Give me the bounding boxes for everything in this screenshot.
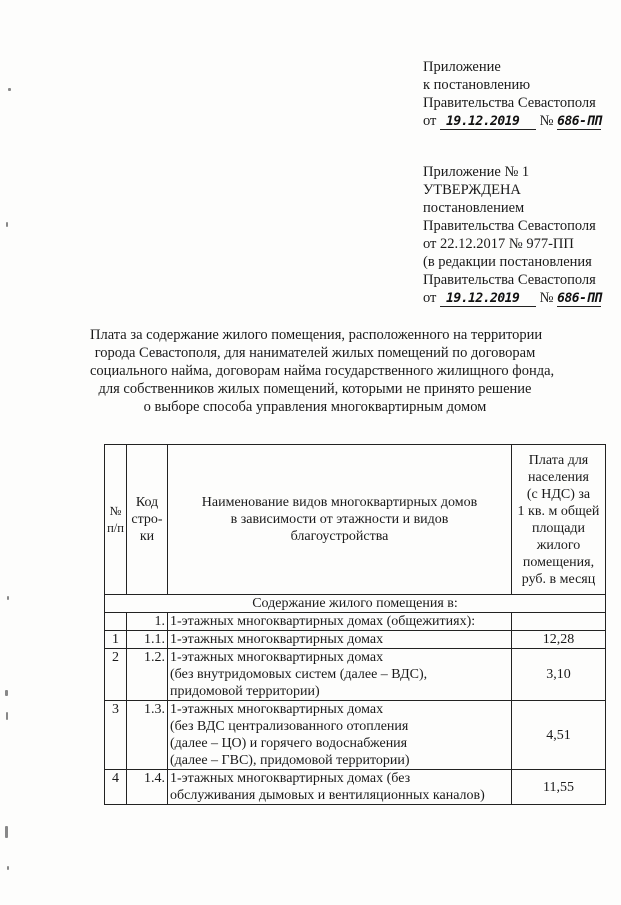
cell-price: 11,55 — [512, 770, 606, 805]
cell-name: 1-этажных многоквартирных домах — [168, 631, 512, 649]
handwritten-date: 19.12.2019 — [440, 115, 536, 130]
table-row — [105, 701, 606, 770]
document-title — [90, 326, 555, 416]
scan-speck — [8, 88, 11, 91]
handwritten-number: 686-ПП — [557, 291, 602, 306]
approval-line: Правительства Севастополя — [423, 95, 596, 111]
title-line: города Севастополя, для нанимателей жилых помещений по договорам — [94, 345, 536, 361]
date-prefix: от — [423, 113, 437, 129]
group-row — [105, 613, 606, 631]
cell-num: 3 — [105, 701, 127, 770]
cell-code: 1.1. — [127, 631, 168, 649]
annex-block — [423, 163, 601, 307]
number-prefix: № — [539, 113, 554, 129]
annex-line: УТВЕРЖДЕНА — [423, 182, 521, 198]
header-num: № п/п — [105, 445, 127, 595]
header-code: Код стро- ки — [127, 445, 168, 595]
approval-line: Приложение — [423, 59, 501, 75]
annex-line: постановлением — [423, 200, 525, 216]
annex-date-line — [423, 289, 601, 307]
cell-code: 1. — [127, 613, 168, 631]
title-line: для собственников жилых помещений, которыми не принято решение — [98, 381, 532, 397]
scan-speck — [5, 826, 8, 838]
number-prefix: № — [539, 290, 554, 306]
handwritten-number: 686-ПП — [557, 114, 602, 129]
cell-num: 2 — [105, 649, 127, 701]
annex-line: Приложение № 1 — [423, 164, 530, 180]
cell-name: 1-этажных многоквартирных домах (без ВДС централизованного отопления (далее – ЦО) и горячего водоснабжения (далее – ГВС), придомовой территории) — [168, 701, 512, 770]
scan-speck — [7, 866, 9, 870]
scan-speck — [6, 222, 8, 227]
fee-table — [104, 444, 606, 805]
header-name: Наименование видов многоквартирных домов в зависимости от этажности и видов благоустройства — [168, 445, 512, 595]
approval-date-line — [423, 112, 601, 130]
cell-num: 4 — [105, 770, 127, 805]
title-line: социального найма, договорам найма государственного жилищного фонда, — [90, 363, 555, 379]
scan-speck — [7, 596, 9, 600]
scan-speck — [6, 712, 8, 720]
header-price: Плата для населения (с НДС) за 1 кв. м общей площади жилого помещения, руб. в месяц — [512, 445, 606, 595]
cell-num — [105, 613, 127, 631]
section-title: Содержание жилого помещения в: — [105, 595, 606, 613]
cell-name: 1-этажных многоквартирных домах (без внутридомовых систем (далее – ВДС), придомовой территории) — [168, 649, 512, 701]
cell-code: 1.4. — [127, 770, 168, 805]
table-header-row — [105, 445, 606, 595]
cell-name: 1-этажных многоквартирных домах (без обслуживания дымовых и вентиляционных каналов) — [168, 770, 512, 805]
cell-price: 4,51 — [512, 701, 606, 770]
handwritten-date: 19.12.2019 — [440, 292, 536, 307]
annex-line: (в редакции постановления — [423, 254, 592, 270]
cell-code: 1.2. — [127, 649, 168, 701]
table-row — [105, 649, 606, 701]
approval-line: к постановлению — [423, 77, 531, 93]
cell-name: 1-этажных многоквартирных домах (общежитиях): — [168, 613, 512, 631]
scan-speck — [5, 690, 8, 696]
date-prefix: от — [423, 290, 437, 306]
cell-price: 3,10 — [512, 649, 606, 701]
cell-price — [512, 613, 606, 631]
table-row — [105, 631, 606, 649]
title-line: о выборе способа управления многоквартирным домом — [143, 399, 487, 415]
approval-block — [423, 58, 601, 130]
table-row — [105, 770, 606, 805]
title-line: Плата за содержание жилого помещения, расположенного на территории — [90, 327, 543, 343]
cell-code: 1.3. — [127, 701, 168, 770]
cell-num: 1 — [105, 631, 127, 649]
section-row — [105, 595, 606, 613]
annex-line: от 22.12.2017 № 977-ПП — [423, 236, 574, 252]
annex-line: Правительства Севастополя — [423, 218, 596, 234]
cell-price: 12,28 — [512, 631, 606, 649]
annex-line: Правительства Севастополя — [423, 272, 596, 288]
